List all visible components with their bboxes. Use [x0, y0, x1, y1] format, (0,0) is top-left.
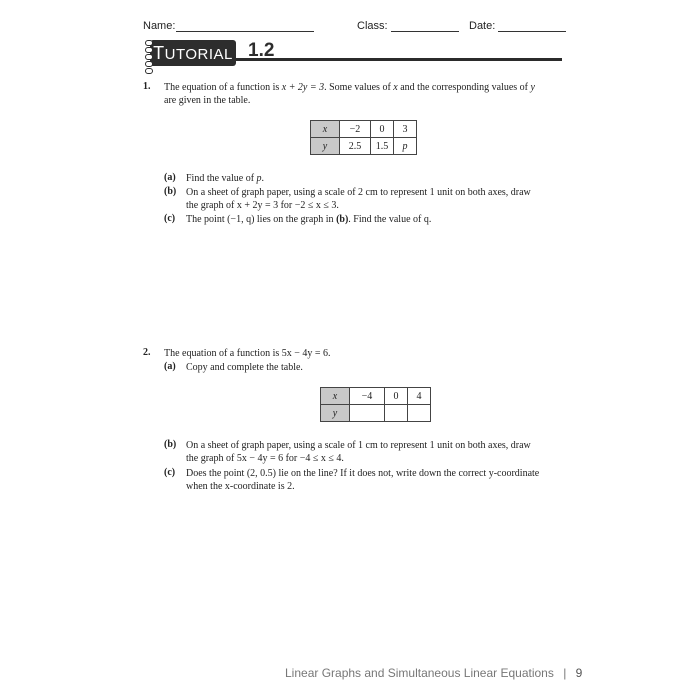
q1-stem-b: . Some values of — [324, 82, 394, 93]
q1-stem-x: x — [393, 82, 398, 93]
q1-part-a-label: (a) — [164, 172, 176, 183]
table-row — [321, 388, 431, 405]
q1-y-header: y — [311, 138, 340, 155]
q1-part-a-text-1: Find the value of — [186, 173, 257, 184]
q2-y-cell — [385, 405, 408, 422]
q2-part-a-text: Copy and complete the table. — [186, 362, 303, 373]
q1-part-c-text-1: The point (−1, q) lies on the graph in — [186, 214, 337, 225]
tutorial-number: 1.2 — [248, 40, 275, 61]
date-line — [498, 31, 566, 32]
q2-y-cell — [350, 405, 385, 422]
q1-stem-c: and the corresponding values of — [397, 82, 531, 93]
q1-part-b-line2: the graph of x + 2y = 3 for −2 ≤ x ≤ 3. — [186, 200, 339, 211]
q2-part-b-line2: the graph of 5x − 4y = 6 for −4 ≤ x ≤ 4. — [186, 453, 344, 464]
tutorial-initial: T — [153, 42, 165, 63]
q1-stem-line2: are given in the table. — [164, 95, 251, 106]
q1-x-cell: 0 — [371, 121, 394, 138]
q1-part-b-line1: On a sheet of graph paper, using a scale of 2 cm to represent 1 unit on both axes, draw — [186, 187, 531, 198]
q1-x-cell: 3 — [394, 121, 417, 138]
class-label: Class: — [357, 20, 388, 32]
q2-x-header: x — [321, 388, 350, 405]
q1-value-table — [310, 120, 417, 155]
q1-number: 1. — [143, 81, 151, 92]
q2-x-cell: 0 — [385, 388, 408, 405]
footer-separator: | — [563, 666, 567, 680]
q1-x-header: x — [311, 121, 340, 138]
q1-part-c-label: (c) — [164, 213, 176, 224]
q1-stem-y: y — [530, 82, 535, 93]
q1-equation: x + 2y = 3 — [281, 82, 325, 93]
q2-part-c-label: (c) — [164, 467, 176, 478]
banner-rule — [232, 58, 562, 61]
class-line — [391, 31, 459, 32]
footer — [285, 666, 582, 680]
q2-part-a-label: (a) — [164, 361, 176, 372]
q2-part-b-line1: On a sheet of graph paper, using a scale of 1 cm to represent 1 unit on both axes, draw — [186, 440, 531, 451]
q2-x-cell: −4 — [350, 388, 385, 405]
q1-x-cell: −2 — [340, 121, 371, 138]
q1-y-cell: p — [394, 138, 417, 155]
table-row — [311, 121, 417, 138]
footer-page-number: 9 — [575, 666, 583, 680]
q2-y-header: y — [321, 405, 350, 422]
q2-number: 2. — [143, 347, 151, 358]
table-row — [311, 138, 417, 155]
footer-chapter-title: Linear Graphs and Simultaneous Linear Equations — [285, 666, 554, 680]
q1-stem-a: The equation of a function is — [164, 82, 282, 93]
tutorial-rest: UTORIAL — [164, 45, 233, 63]
name-line — [176, 31, 314, 32]
q1-part-a-p: p — [256, 173, 262, 184]
q2-x-cell: 4 — [408, 388, 431, 405]
q2-part-c-line1: Does the point (2, 0.5) lie on the line? If it does not, write down the correct y-coordinate — [186, 468, 540, 479]
date-label: Date: — [469, 20, 496, 32]
q1-part-b-label: (b) — [164, 186, 177, 197]
q1-part-a-text-2: . — [261, 173, 265, 184]
q1-part-a-text — [186, 172, 264, 185]
q1-part-c-text-2: . Find the value of q. — [348, 214, 432, 225]
q2-part-c-line2: when the x-coordinate is 2. — [186, 481, 295, 492]
spiral-binding-icon — [145, 40, 153, 66]
q1-y-cell: 2.5 — [340, 138, 371, 155]
q2-value-table — [320, 387, 431, 422]
q1-stem — [164, 81, 569, 94]
name-label: Name: — [143, 20, 176, 32]
q2-part-b-label: (b) — [164, 439, 177, 450]
tutorial-word — [153, 43, 233, 64]
q2-stem: The equation of a function is 5x − 4y = 6. — [164, 348, 331, 359]
table-row — [321, 405, 431, 422]
q1-part-c-ref: (b) — [336, 214, 349, 225]
q1-part-c-text — [186, 213, 431, 226]
q1-y-cell: 1.5 — [371, 138, 394, 155]
q2-y-cell — [408, 405, 431, 422]
tutorial-banner — [150, 40, 236, 66]
